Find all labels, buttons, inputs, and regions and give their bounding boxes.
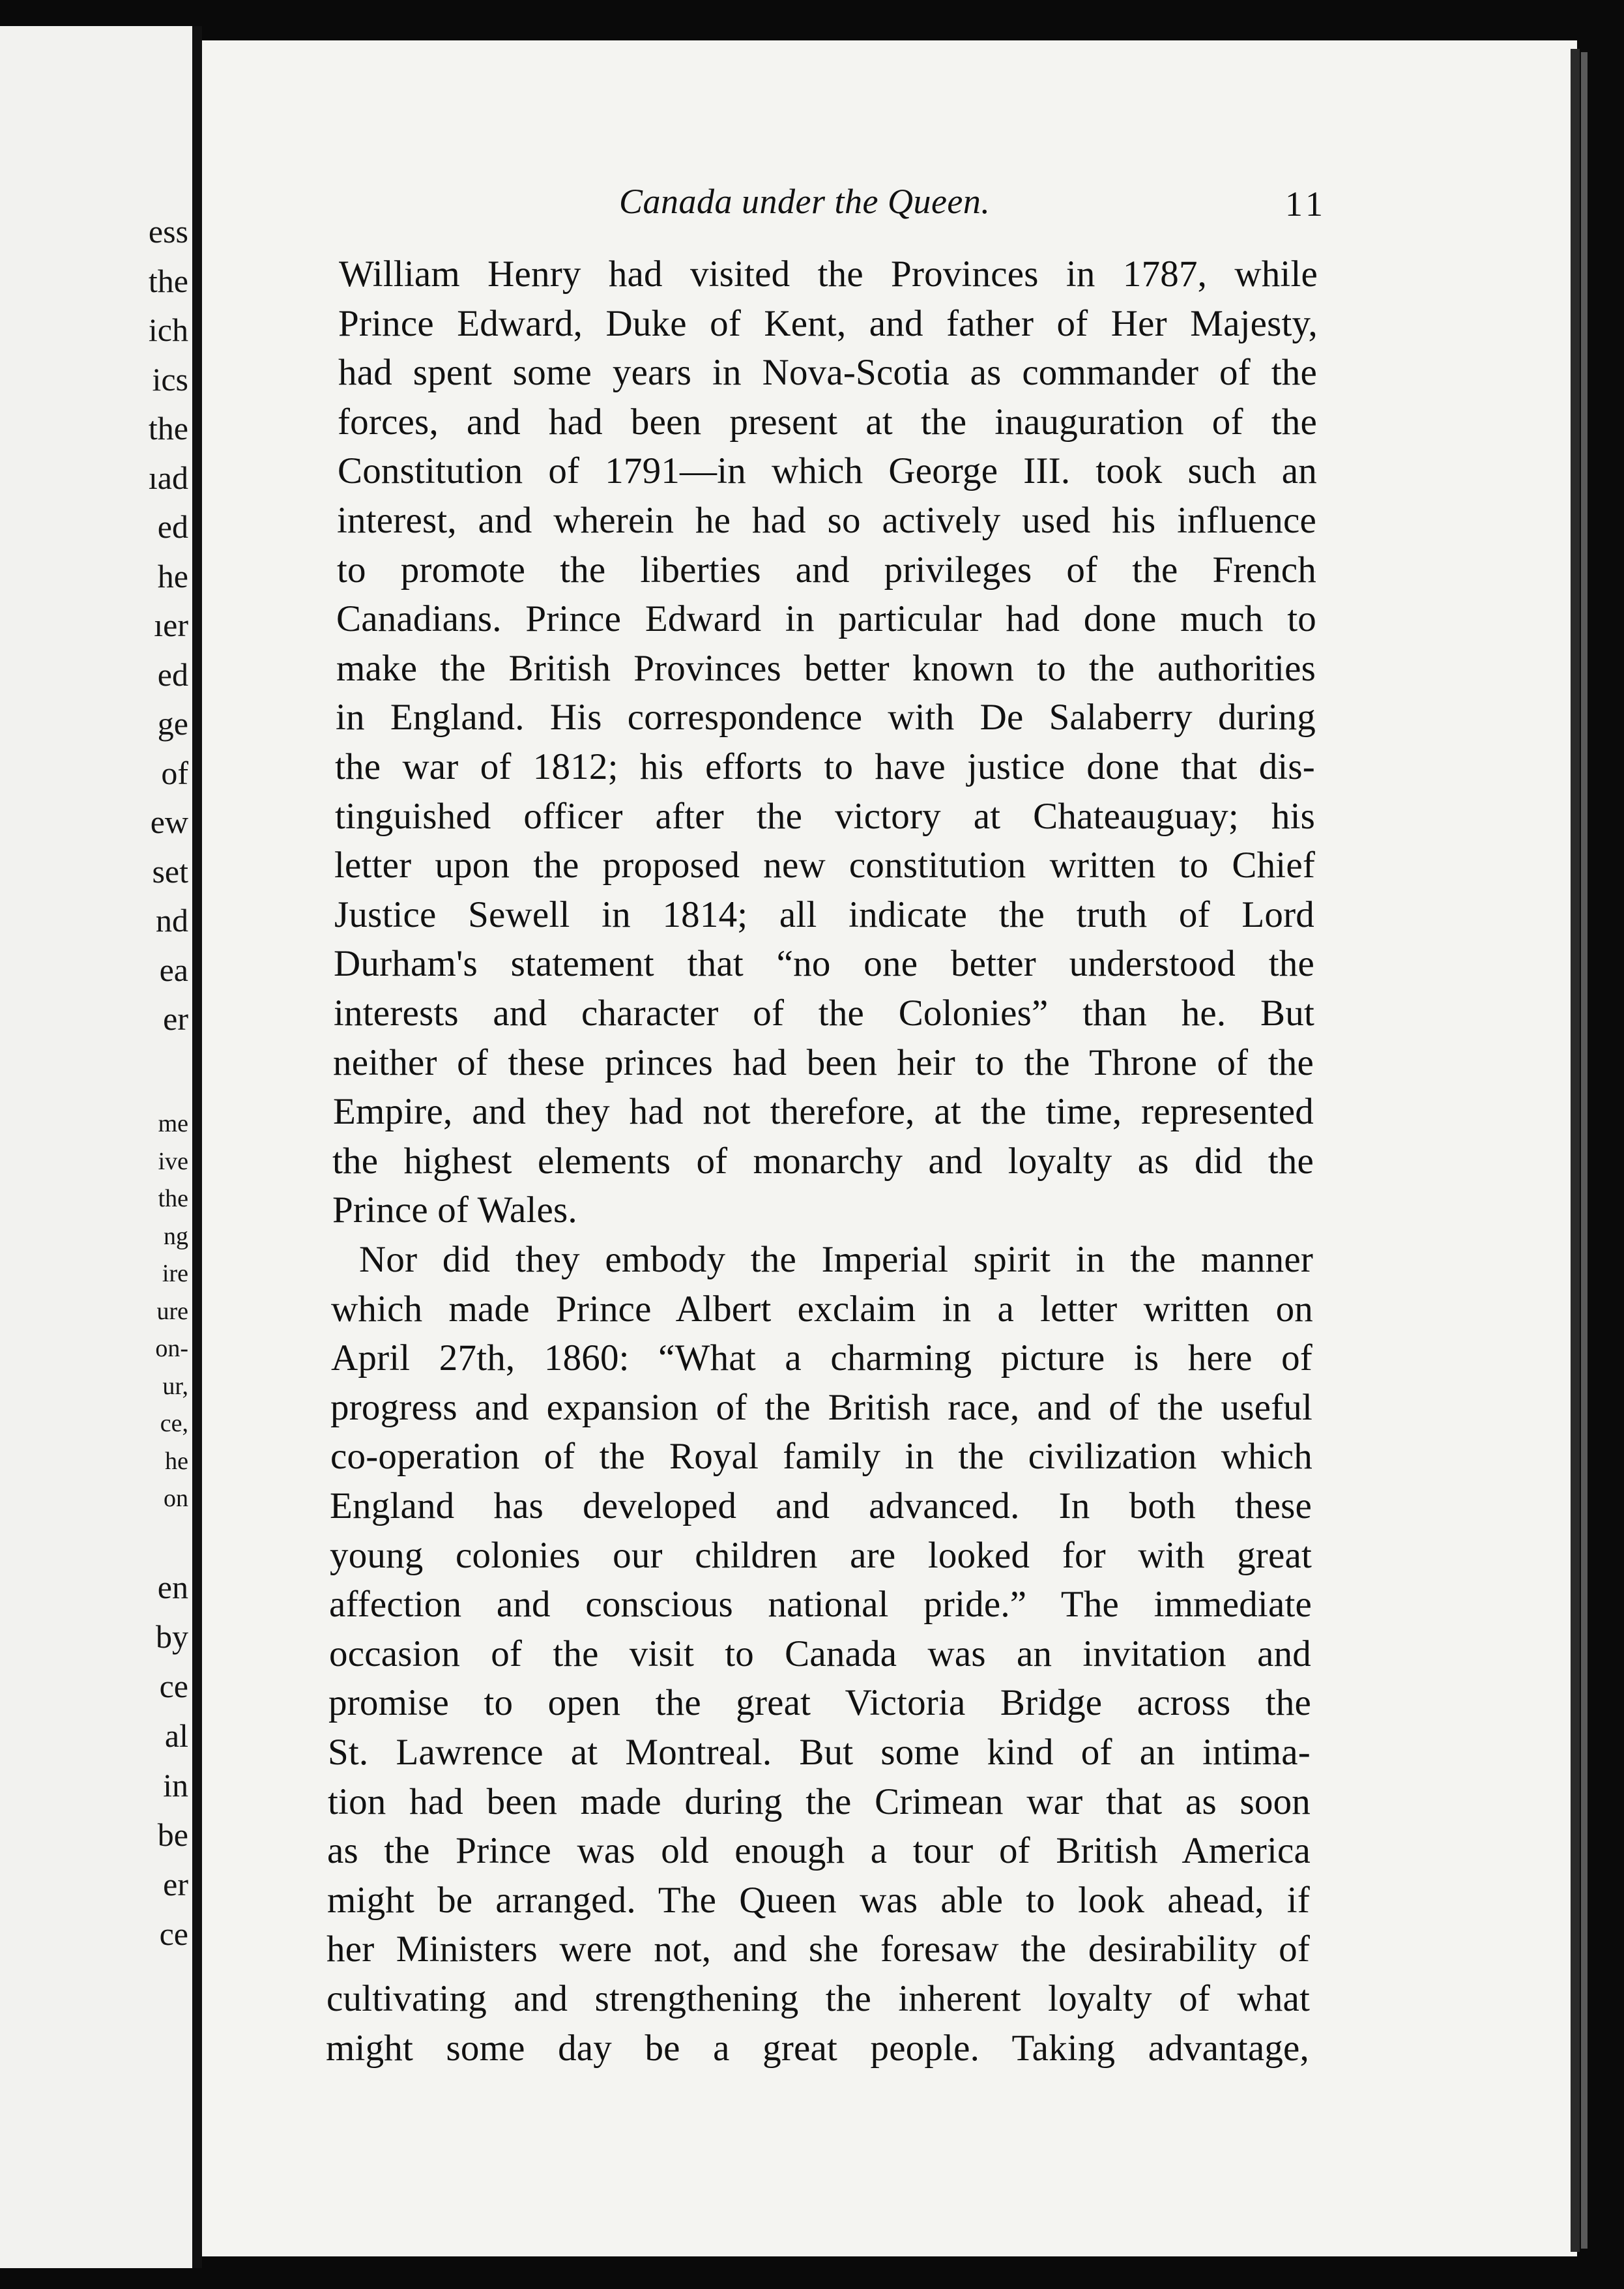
body-line: interests and character of the Colonies” than he. But (334, 993, 1314, 1034)
facing-page-fragment: ıad (148, 459, 188, 496)
body-line: progress and expansion of the British race, and of the useful (330, 1386, 1312, 1428)
facing-page-fragment: er (163, 1866, 188, 1903)
facing-page-fragment: on (164, 1485, 188, 1512)
body-line: co-operation of the Royal family in the civilization which (330, 1436, 1312, 1478)
page-number: 11 (1285, 184, 1327, 224)
body-line: interest, and wherein he had so actively used his influence (337, 500, 1316, 541)
facing-page-fragment: the (148, 410, 188, 446)
body-line: England has developed and advanced. In both these (330, 1485, 1312, 1526)
body-line: Justice Sewell in 1814; all indicate the truth of Lord (334, 894, 1314, 935)
body-line: make the British Provinces better known to the authorities (336, 647, 1316, 689)
body-line: affection and conscious national pride.” The immediate (329, 1584, 1312, 1626)
running-head: Canada under the Queen. (619, 182, 991, 221)
body-line: the war of 1812; his efforts to have justice done that dis- (335, 746, 1315, 787)
body-line: the highest elements of monarchy and loyalty as did the (332, 1140, 1314, 1182)
body-line: Durham's statement that “no one better understood the (334, 943, 1314, 985)
facing-page-fragment: ich (148, 312, 188, 348)
facing-page-fragment: of (161, 754, 188, 791)
body-line: letter upon the proposed new constitution written to Chief (334, 845, 1315, 886)
body-line: which made Prince Albert exclaim in a letter written on (331, 1288, 1313, 1330)
body-line: forces, and had been present at the inauguration of the (338, 401, 1317, 443)
facing-page-fragment: the (148, 262, 188, 299)
body-line: as the Prince was old enough a tour of British America (327, 1830, 1311, 1872)
facing-page-fragment: en (157, 1569, 188, 1605)
body-line: Nor did they embody the Imperial spirit in the manner (359, 1239, 1313, 1280)
facing-page-fragment: ge (157, 705, 188, 742)
facing-page-fragment: be (157, 1816, 188, 1853)
facing-page-fragment: ire (162, 1260, 188, 1287)
facing-page-fragment: ure (156, 1297, 188, 1325)
facing-page-fragment: in (163, 1767, 188, 1803)
body-line: might some day be a great people. Taking advantage, (326, 2027, 1309, 2069)
facing-page-fragment: ıer (154, 607, 188, 643)
body-line: neither of these princes had been heir to the Throne of the (333, 1042, 1314, 1083)
body-line: April 27th, 1860: “What a charming picture is here of (331, 1337, 1312, 1379)
body-line: tinguished officer after the victory at Chateauguay; his (335, 795, 1315, 837)
body-line: had spent some years in Nova-Scotia as commander of the (338, 352, 1317, 394)
body-line: in England. His correspondence with De Salaberry during (336, 697, 1316, 738)
facing-page-fragment: ed (157, 508, 188, 545)
body-line: occasion of the visit to Canada was an invitation and (329, 1633, 1311, 1674)
body-line: might be arranged. The Queen was able to look ahead, if (327, 1879, 1310, 1921)
body-line: tion had been made during the Crimean war that as soon (328, 1781, 1311, 1822)
body-line: Empire, and they had not therefore, at the time, represented (333, 1091, 1314, 1133)
body-line: young colonies our children are looked for with great (330, 1534, 1312, 1576)
body-line: Canadians. Prince Edward in particular had done much to (336, 598, 1316, 640)
facing-page-fragment: nd (156, 902, 188, 939)
body-line: St. Lawrence at Montreal. But some kind of an intima- (328, 1732, 1311, 1773)
facing-page-fragment: the (158, 1185, 188, 1212)
facing-page-fragment: he (157, 557, 188, 594)
body-line: Constitution of 1791—in which George III. took such an (338, 450, 1317, 492)
body-line: to promote the liberties and privileges of the French (337, 549, 1316, 590)
facing-page-fragment: er (163, 1000, 188, 1037)
facing-page-fragment: ics (152, 360, 188, 398)
facing-page-fragment: ea (159, 951, 188, 988)
facing-page-fragment: by (156, 1618, 188, 1655)
facing-page-fragment: ive (158, 1147, 188, 1175)
body-line: cultivating and strengthening the inherent loyalty of what (326, 1978, 1310, 2019)
facing-page-fragment: set (152, 853, 188, 890)
facing-page-fragment: ce (159, 1916, 188, 1952)
facing-page-fragment: ew (150, 804, 188, 840)
facing-page-fragment: ur, (162, 1372, 188, 1400)
body-line: Prince Edward, Duke of Kent, and father of Her Majesty, (338, 302, 1318, 344)
facing-page-fragment: ed (157, 656, 188, 693)
facing-page-fragment: ess (148, 213, 188, 250)
facing-page-fragment: ce, (160, 1410, 188, 1437)
body-line: her Ministers were not, and she foresaw the desirability of (326, 1929, 1310, 1970)
facing-page-fragment: ng (164, 1222, 188, 1250)
body-line: promise to open the great Victoria Bridge across the (328, 1682, 1311, 1724)
body-line: William Henry had visited the Provinces in 1787, while (339, 254, 1318, 295)
facing-page-fragment: on- (155, 1335, 188, 1362)
facing-page-fragment: ce (159, 1668, 188, 1704)
facing-page-fragment: he (165, 1447, 188, 1475)
facing-page-fragment: me (158, 1110, 188, 1137)
body-line: Prince of Wales. (332, 1189, 577, 1231)
facing-page-fragment: al (164, 1717, 188, 1754)
